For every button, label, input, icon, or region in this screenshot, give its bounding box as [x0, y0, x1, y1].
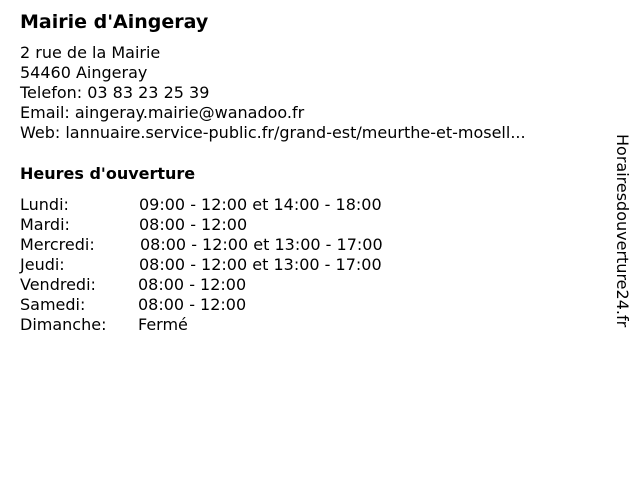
day-hours: 08:00 - 12:00 [138, 295, 247, 314]
page-title: Mairie d'Aingeray [20, 11, 209, 33]
day-hours: 08:00 - 12:00 [139, 215, 248, 234]
day-label: Vendredi: [20, 275, 96, 294]
day-label: Samedi: [20, 295, 86, 314]
opening-hours-heading: Heures d'ouverture [20, 164, 196, 183]
day-label: Mercredi: [20, 235, 95, 254]
day-label: Mardi: [20, 215, 70, 234]
address-block [20, 43, 526, 143]
brand-watermark [612, 134, 632, 372]
street-address: 2 rue de la Mairie [20, 43, 161, 62]
postal-city: 54460 Aingeray [20, 63, 148, 82]
email-address[interactable]: Email: aingeray.mairie@wanadoo.fr [20, 103, 305, 122]
phone-number[interactable]: Telefon: 03 83 23 25 39 [20, 83, 210, 102]
website-link[interactable]: Web: lannuaire.service-public.fr/grand-est/meurthe-et-mosell... [20, 123, 526, 142]
day-label: Lundi: [20, 195, 69, 214]
brand-label: Horairesdouverture24.fr [613, 134, 632, 328]
day-hours: 08:00 - 12:00 et 13:00 - 17:00 [139, 255, 382, 274]
day-hours: 09:00 - 12:00 et 14:00 - 18:00 [139, 195, 382, 214]
day-hours: 08:00 - 12:00 et 13:00 - 17:00 [140, 235, 383, 254]
day-label: Dimanche: [20, 315, 107, 334]
day-hours: Fermé [138, 315, 188, 334]
day-hours: 08:00 - 12:00 [138, 275, 247, 294]
day-label: Jeudi: [20, 255, 65, 274]
